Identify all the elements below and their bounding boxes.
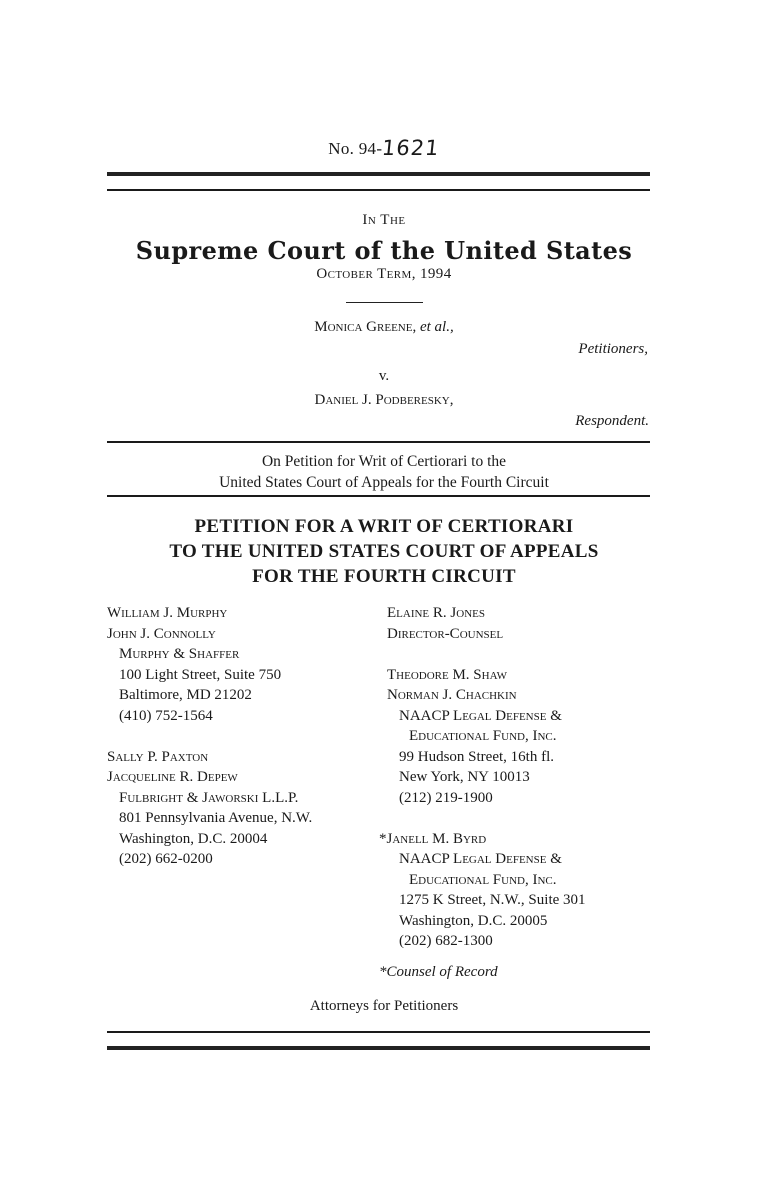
- docket-number: [0, 136, 768, 160]
- petitioner-name: [0, 319, 768, 336]
- petitioner-etal: et al.,: [419, 319, 454, 335]
- counsel-address: 1275 K Street, N.W., Suite 301: [399, 892, 586, 908]
- title-line-1: PETITION FOR A WRIT OF CERTIORARI: [194, 516, 574, 537]
- counsel-name: Norman J. Chachkin: [387, 687, 517, 703]
- court-term: October Term, 1994: [316, 266, 452, 282]
- counsel-firm: Fulbright & Jaworski L.L.P.: [119, 789, 299, 806]
- petition-top-rule: [107, 441, 650, 443]
- in-the-label: In The: [362, 212, 406, 228]
- counsel-address: 100 Light Street, Suite 750: [119, 666, 282, 683]
- counsel-org: Educational Fund, Inc.: [409, 728, 557, 744]
- counsel-of-record-note: *Counsel of Record: [379, 963, 498, 980]
- docket-handwritten-number: 1621: [381, 136, 442, 160]
- title-line-3: FOR THE FOURTH CIRCUIT: [252, 566, 516, 587]
- short-divider: [346, 302, 423, 303]
- respondent-name: Daniel J. Podberesky,: [314, 392, 454, 408]
- counsel-name: Jacqueline R. Depew: [107, 769, 238, 785]
- counsel-of-record-name: *Janell M. Byrd: [379, 830, 487, 847]
- counsel-left-column: [107, 603, 377, 870]
- counsel-address: Baltimore, MD 21202: [119, 687, 252, 703]
- petition-bottom-rule: [107, 495, 650, 497]
- counsel-address: 99 Hudson Street, 16th fl.: [399, 748, 554, 765]
- bottom-thin-rule: [107, 1031, 650, 1033]
- counsel-phone: (410) 752-1564: [119, 707, 213, 724]
- counsel-name: William J. Murphy: [107, 605, 228, 621]
- petitioner-role: Petitioners,: [578, 341, 648, 357]
- docket-prefix: No. 94-: [328, 139, 383, 158]
- counsel-org: NAACP Legal Defense &: [399, 851, 562, 867]
- counsel-name: Sally P. Paxton: [107, 748, 209, 765]
- on-petition-block: [0, 451, 768, 493]
- petitioner-name-text: Monica Greene,: [314, 319, 417, 335]
- counsel-address: 801 Pennsylvania Avenue, N.W.: [119, 810, 313, 826]
- counsel-address: Washington, D.C. 20004: [119, 830, 268, 847]
- title-line-2: TO THE UNITED STATES COURT OF APPEALS: [169, 541, 599, 562]
- counsel-name: Theodore M. Shaw: [387, 666, 508, 683]
- counsel-phone: (202) 682-1300: [399, 933, 493, 949]
- counsel-phone: (202) 662-0200: [119, 851, 213, 867]
- on-petition-line-1: On Petition for Writ of Certiorari to the: [261, 453, 507, 470]
- counsel-org: Educational Fund, Inc.: [409, 871, 557, 888]
- counsel-name: Elaine R. Jones: [387, 605, 485, 621]
- document-title: [0, 514, 768, 589]
- counsel-firm: Murphy & Shaffer: [119, 646, 240, 662]
- counsel-right-column: [379, 603, 657, 982]
- counsel-address: New York, NY 10013: [399, 769, 530, 785]
- counsel-name: John J. Connolly: [107, 625, 216, 642]
- top-thick-rule: [107, 172, 650, 176]
- respondent-role: Respondent.: [575, 413, 649, 429]
- court-name: Supreme Court of the United States: [135, 236, 633, 265]
- counsel-org: NAACP Legal Defense &: [399, 707, 562, 724]
- attorneys-for-label: Attorneys for Petitioners: [309, 998, 459, 1014]
- on-petition-line-2: United States Court of Appeals for the Fourth Circuit: [219, 474, 549, 491]
- counsel-address: Washington, D.C. 20005: [399, 912, 548, 929]
- top-thin-rule: [107, 189, 650, 191]
- bottom-thick-rule: [107, 1046, 650, 1050]
- counsel-title: Director-Counsel: [387, 625, 504, 642]
- versus-label: v.: [378, 368, 390, 384]
- counsel-phone: (212) 219-1900: [399, 789, 493, 806]
